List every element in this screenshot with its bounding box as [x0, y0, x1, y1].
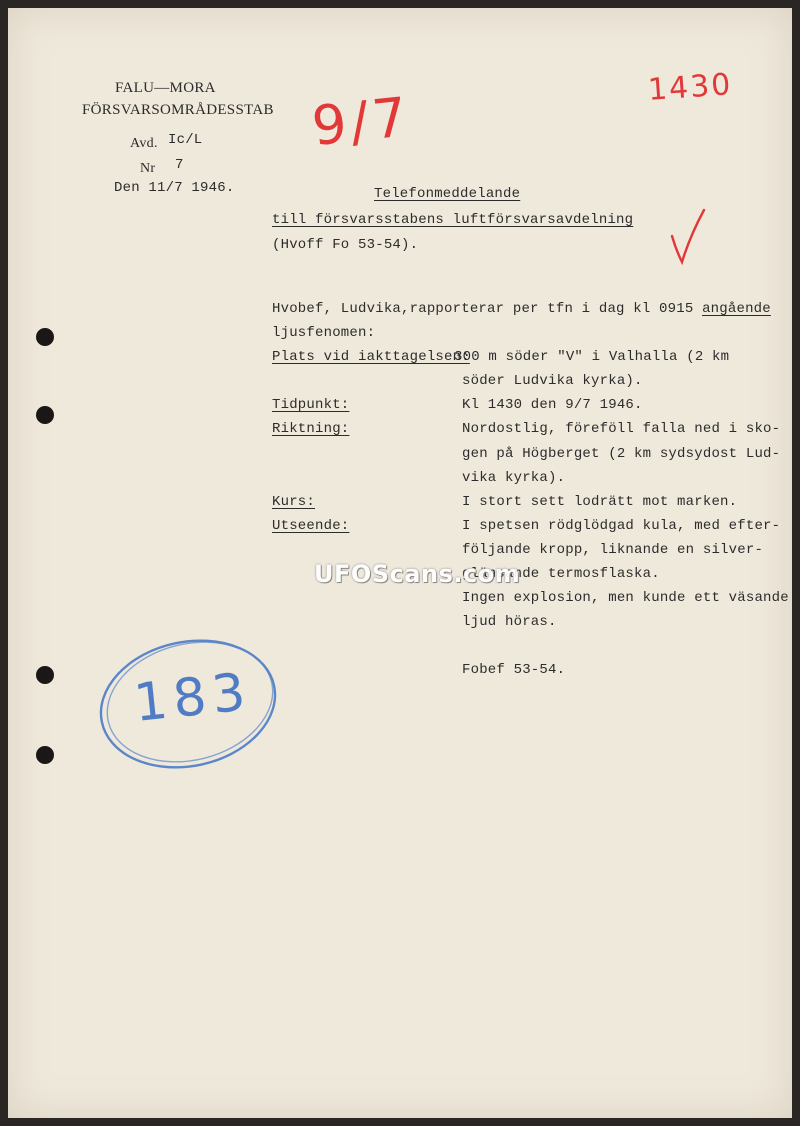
- heading-recipient: till försvarsstabens luftförsvarsavdelning: [272, 212, 634, 228]
- utseende-value-line: ljud höras.: [462, 614, 557, 630]
- riktning-value-line: Nordostlig, föreföll falla ned i sko-: [462, 421, 781, 437]
- avd-label: Avd.: [130, 136, 158, 151]
- watermark-text: UFOScans.com: [314, 560, 521, 588]
- heading-title: Telefonmeddelande: [374, 186, 521, 202]
- utseende-label: Utseende:: [272, 518, 350, 534]
- date-line: Den 11/7 1946.: [114, 180, 235, 196]
- utseende-value-line: glänsande termosflaska.: [462, 566, 660, 582]
- plats-label: Plats vid iakttagelsen:: [272, 349, 470, 365]
- utseende-value-line: Ingen explosion, men kunde ett väsande: [462, 590, 789, 606]
- intro-line1: [272, 301, 771, 317]
- document-page: [8, 8, 792, 1118]
- heading-reference: (Hvoff Fo 53-54).: [272, 237, 419, 253]
- letterhead-line1: FALU—MORA: [115, 80, 216, 96]
- nr-label: Nr: [140, 161, 156, 176]
- handwritten-time-annotation: 1430: [646, 67, 734, 108]
- plats-value-line: 300 m söder "V" i Valhalla (2 km: [454, 349, 730, 365]
- handwritten-page-number: 183: [131, 662, 255, 734]
- utseende-value-line: följande kropp, liknande en silver-: [462, 542, 764, 558]
- intro-underlined: angående: [702, 301, 771, 317]
- nr-value: 7: [175, 157, 184, 173]
- intro-line2: ljusfenomen:: [272, 325, 376, 341]
- riktning-value-line: gen på Högberget (2 km sydsydost Lud-: [462, 446, 781, 462]
- avd-value: Ic/L: [168, 132, 203, 148]
- kurs-value-line: I stort sett lodrätt mot marken.: [462, 494, 738, 510]
- punch-hole: [36, 666, 54, 684]
- riktning-label: Riktning:: [272, 421, 350, 437]
- riktning-value-line: vika kyrka).: [462, 470, 566, 486]
- handwritten-date-annotation: 9/7: [308, 85, 414, 158]
- signature: Fobef 53-54.: [462, 662, 566, 678]
- red-checkmark-icon: [668, 206, 708, 268]
- kurs-label: Kurs:: [272, 494, 316, 510]
- punch-hole: [36, 746, 54, 764]
- intro-text: Hvobef, Ludvika,rapporterar per tfn i dag kl 0915: [272, 301, 703, 317]
- letterhead-line2: FÖRSVARSOMRÅDESSTAB: [82, 102, 274, 118]
- tidpunkt-value-line: Kl 1430 den 9/7 1946.: [462, 397, 643, 413]
- punch-hole: [36, 328, 54, 346]
- tidpunkt-label: Tidpunkt:: [272, 397, 350, 413]
- plats-value-line: söder Ludvika kyrka).: [462, 373, 643, 389]
- punch-hole: [36, 406, 54, 424]
- utseende-value-line: I spetsen rödglödgad kula, med efter-: [462, 518, 781, 534]
